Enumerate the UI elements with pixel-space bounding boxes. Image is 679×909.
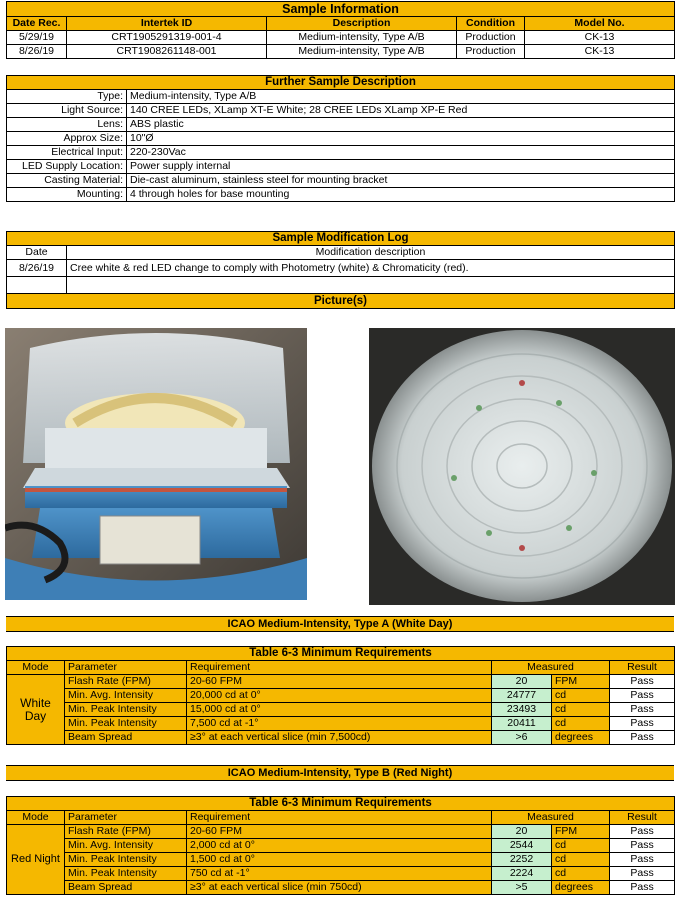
table-row xyxy=(7,703,675,717)
type-a-table-title: Table 6-3 Minimum Requirements xyxy=(7,647,675,661)
field-value: Power supply internal xyxy=(127,160,675,174)
table-row xyxy=(7,675,675,689)
cell-result: Pass xyxy=(610,717,675,731)
cell-result: Pass xyxy=(610,839,675,853)
cell-date: 8/26/19 xyxy=(7,260,67,277)
table-row xyxy=(7,160,675,174)
cell-unit: cd xyxy=(552,703,610,717)
field-label: Electrical Input: xyxy=(7,146,127,160)
table-row xyxy=(7,839,675,853)
table-row xyxy=(7,717,675,731)
further-description-title: Further Sample Description xyxy=(7,76,675,90)
cell-measured-value: 2252 xyxy=(492,853,552,867)
cell-parameter: Beam Spread xyxy=(65,881,187,895)
cell-unit: cd xyxy=(552,689,610,703)
table-row xyxy=(7,45,675,59)
field-value: Die-cast aluminum, stainless steel for mounting bracket xyxy=(127,174,675,188)
table-row xyxy=(7,881,675,895)
cell-measured-value: 2544 xyxy=(492,839,552,853)
modification-log-table xyxy=(6,231,675,309)
cell-id: CRT1905291319-001-4 xyxy=(67,31,267,45)
table-row xyxy=(7,853,675,867)
type-b-requirements-table xyxy=(6,796,675,895)
cell-parameter: Min. Avg. Intensity xyxy=(65,839,187,853)
cell-measured-value: 2224 xyxy=(492,867,552,881)
col-measured: Measured xyxy=(492,811,610,825)
cell-result: Pass xyxy=(610,703,675,717)
type-a-section-title: ICAO Medium-Intensity, Type A (White Day) xyxy=(6,616,674,632)
field-label: Casting Material: xyxy=(7,174,127,188)
table-row xyxy=(7,825,675,839)
cell-date xyxy=(7,277,67,294)
table-row xyxy=(7,246,675,260)
field-label: Mounting: xyxy=(7,188,127,202)
cell-date: 8/26/19 xyxy=(7,45,67,59)
col-parameter: Parameter xyxy=(65,811,187,825)
table-row xyxy=(7,731,675,745)
table-row xyxy=(7,104,675,118)
cell-model: CK-13 xyxy=(525,31,675,45)
cell-unit: FPM xyxy=(552,675,610,689)
table-row xyxy=(7,31,675,45)
table-row xyxy=(7,689,675,703)
field-label: Lens: xyxy=(7,118,127,132)
cell-unit: cd xyxy=(552,867,610,881)
field-value: 4 through holes for base mounting xyxy=(127,188,675,202)
field-label: Light Source: xyxy=(7,104,127,118)
field-value: 140 CREE LEDs, XLamp XT-E White; 28 CREE LEDs XLamp XP-E Red xyxy=(127,104,675,118)
cell-parameter: Min. Peak Intensity xyxy=(65,853,187,867)
cell-measured-value: >5 xyxy=(492,881,552,895)
cell-requirement: 20-60 FPM xyxy=(187,675,492,689)
cell-measured-value: 23493 xyxy=(492,703,552,717)
cell-unit: cd xyxy=(552,839,610,853)
table-row xyxy=(7,90,675,104)
field-value: Medium-intensity, Type A/B xyxy=(127,90,675,104)
cell-result: Pass xyxy=(610,675,675,689)
col-requirement: Requirement xyxy=(187,661,492,675)
field-label: Approx Size: xyxy=(7,132,127,146)
col-model-no: Model No. xyxy=(525,17,675,31)
cell-modification xyxy=(67,277,675,294)
cell-parameter: Beam Spread xyxy=(65,731,187,745)
cell-unit: FPM xyxy=(552,825,610,839)
col-measured: Measured xyxy=(492,661,610,675)
cell-requirement: 20,000 cd at 0° xyxy=(187,689,492,703)
side-view-photo xyxy=(5,328,307,600)
type-b-section-title: ICAO Medium-Intensity, Type B (Red Night) xyxy=(6,765,674,781)
cell-requirement: ≥3° at each vertical slice (min 750cd) xyxy=(187,881,492,895)
col-mode: Mode xyxy=(7,661,65,675)
sample-information-table xyxy=(6,1,675,59)
cell-unit: degrees xyxy=(552,881,610,895)
cell-measured-value: 20 xyxy=(492,825,552,839)
cell-measured-value: 20411 xyxy=(492,717,552,731)
table-row xyxy=(7,174,675,188)
col-requirement: Requirement xyxy=(187,811,492,825)
col-mode: Mode xyxy=(7,811,65,825)
cell-requirement: 2,000 cd at 0° xyxy=(187,839,492,853)
cell-unit: degrees xyxy=(552,731,610,745)
table-row xyxy=(7,867,675,881)
cell-measured-value: 20 xyxy=(492,675,552,689)
cell-parameter: Min. Peak Intensity xyxy=(65,867,187,881)
cell-parameter: Flash Rate (FPM) xyxy=(65,825,187,839)
cell-requirement: ≥3° at each vertical slice (min 7,500cd) xyxy=(187,731,492,745)
type-b-table-title: Table 6-3 Minimum Requirements xyxy=(7,797,675,811)
cell-requirement: 7,500 cd at -1° xyxy=(187,717,492,731)
cell-description: Medium-intensity, Type A/B xyxy=(267,31,457,45)
modification-log-title: Sample Modification Log xyxy=(7,232,675,246)
cell-parameter: Min. Peak Intensity xyxy=(65,717,187,731)
cell-result: Pass xyxy=(610,881,675,895)
mode-cell: White Day xyxy=(7,675,65,745)
cell-result: Pass xyxy=(610,853,675,867)
cell-date: 5/29/19 xyxy=(7,31,67,45)
cell-result: Pass xyxy=(610,867,675,881)
col-result: Result xyxy=(610,661,675,675)
further-description-table xyxy=(6,75,675,202)
top-view-photo xyxy=(369,328,675,605)
cell-measured-value: >6 xyxy=(492,731,552,745)
field-value: 10"Ø xyxy=(127,132,675,146)
field-value: 220-230Vac xyxy=(127,146,675,160)
col-date-rec: Date Rec. xyxy=(7,17,67,31)
col-date: Date xyxy=(7,246,67,260)
field-label: LED Supply Location: xyxy=(7,160,127,174)
table-row xyxy=(7,146,675,160)
cell-modification: Cree white & red LED change to comply with Photometry (white) & Chromaticity (red). xyxy=(67,260,675,277)
cell-model: CK-13 xyxy=(525,45,675,59)
field-label: Type: xyxy=(7,90,127,104)
cell-parameter: Min. Avg. Intensity xyxy=(65,689,187,703)
col-parameter: Parameter xyxy=(65,661,187,675)
col-result: Result xyxy=(610,811,675,825)
mode-cell: Red Night xyxy=(7,825,65,895)
table-row xyxy=(7,132,675,146)
cell-result: Pass xyxy=(610,731,675,745)
cell-parameter: Min. Peak Intensity xyxy=(65,703,187,717)
cell-requirement: 20-60 FPM xyxy=(187,825,492,839)
cell-measured-value: 24777 xyxy=(492,689,552,703)
cell-condition: Production xyxy=(457,45,525,59)
cell-id: CRT1908261148-001 xyxy=(67,45,267,59)
sample-information-title: Sample Information xyxy=(7,2,675,17)
type-a-requirements-table xyxy=(6,646,675,745)
col-description: Description xyxy=(267,17,457,31)
cell-unit: cd xyxy=(552,717,610,731)
cell-parameter: Flash Rate (FPM) xyxy=(65,675,187,689)
col-modification: Modification description xyxy=(67,246,675,260)
cell-unit: cd xyxy=(552,853,610,867)
cell-description: Medium-intensity, Type A/B xyxy=(267,45,457,59)
table-row xyxy=(7,188,675,202)
pictures-label: Picture(s) xyxy=(7,294,675,309)
cell-requirement: 15,000 cd at 0° xyxy=(187,703,492,717)
col-intertek-id: Intertek ID xyxy=(67,17,267,31)
cell-requirement: 750 cd at -1° xyxy=(187,867,492,881)
cell-result: Pass xyxy=(610,689,675,703)
table-row xyxy=(7,260,675,277)
cell-condition: Production xyxy=(457,31,525,45)
cell-requirement: 1,500 cd at 0° xyxy=(187,853,492,867)
col-condition: Condition xyxy=(457,17,525,31)
table-row xyxy=(7,118,675,132)
field-value: ABS plastic xyxy=(127,118,675,132)
cell-result: Pass xyxy=(610,825,675,839)
table-row xyxy=(7,277,675,294)
